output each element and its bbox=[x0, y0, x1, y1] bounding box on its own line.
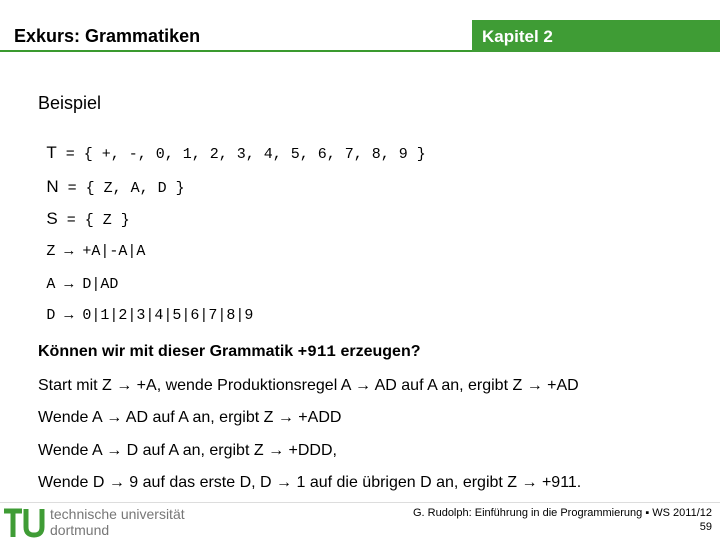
rule-rhs: = { +, -, 0, 1, 2, 3, 4, 5, 6, 7, 8, 9 } bbox=[56, 146, 426, 163]
rule-rhs: → 0|1|2|3|4|5|6|7|8|9 bbox=[55, 307, 254, 324]
rule-line bbox=[38, 126, 426, 163]
derivation-step: Wende A → D auf A an, ergibt Z → +DDD, bbox=[38, 442, 337, 459]
rule-line bbox=[38, 225, 145, 260]
rule-rhs: → D|AD bbox=[55, 276, 119, 293]
question-text-end: erzeugen? bbox=[336, 343, 421, 360]
rule-lhs: D bbox=[46, 307, 56, 324]
derivation-step: Start mit Z → +A, wende Produktionsregel A → AD auf A an, ergibt Z → +AD bbox=[38, 377, 579, 394]
rule-lhs: Z bbox=[46, 243, 56, 260]
rule-lhs: T bbox=[46, 143, 57, 162]
rule-line bbox=[38, 289, 253, 324]
derivation-step: Wende A → AD auf A an, ergibt Z → +ADD bbox=[38, 409, 342, 426]
rule-lhs: A bbox=[46, 276, 56, 293]
rule-lhs: N bbox=[46, 177, 59, 196]
rule-line bbox=[38, 192, 130, 229]
rule-line bbox=[38, 258, 118, 293]
chapter-label: Kapitel 2 bbox=[482, 27, 553, 46]
section-title: Beispiel bbox=[38, 93, 102, 113]
question bbox=[38, 343, 421, 361]
rule-rhs: = { Z } bbox=[57, 212, 130, 229]
question-text: Können wir mit dieser Grammatik bbox=[38, 343, 298, 360]
chapter-banner bbox=[472, 20, 720, 52]
course-credit: G. Rudolph: Einführung in die Programmierung ▪ WS 2011/12 bbox=[412, 507, 712, 519]
rule-rhs: = { Z, A, D } bbox=[58, 180, 185, 197]
university-name-line2: dortmund bbox=[50, 522, 110, 538]
slide-title: Exkurs: Grammatiken bbox=[14, 26, 201, 46]
header-bar bbox=[0, 20, 472, 52]
university-name-line1: technische universität bbox=[50, 506, 185, 522]
tu-logo-icon bbox=[2, 503, 46, 539]
rule-lhs: S bbox=[46, 209, 58, 228]
rule-rhs: → +A|-A|A bbox=[55, 243, 146, 260]
page-number: 59 bbox=[699, 521, 712, 533]
university-logo bbox=[2, 503, 202, 539]
derivation-step: Wende D → 9 auf das erste D, D → 1 auf die übrigen D an, ergibt Z → +911. bbox=[38, 474, 582, 491]
footer-credit bbox=[413, 506, 712, 534]
question-code: +911 bbox=[297, 343, 337, 361]
